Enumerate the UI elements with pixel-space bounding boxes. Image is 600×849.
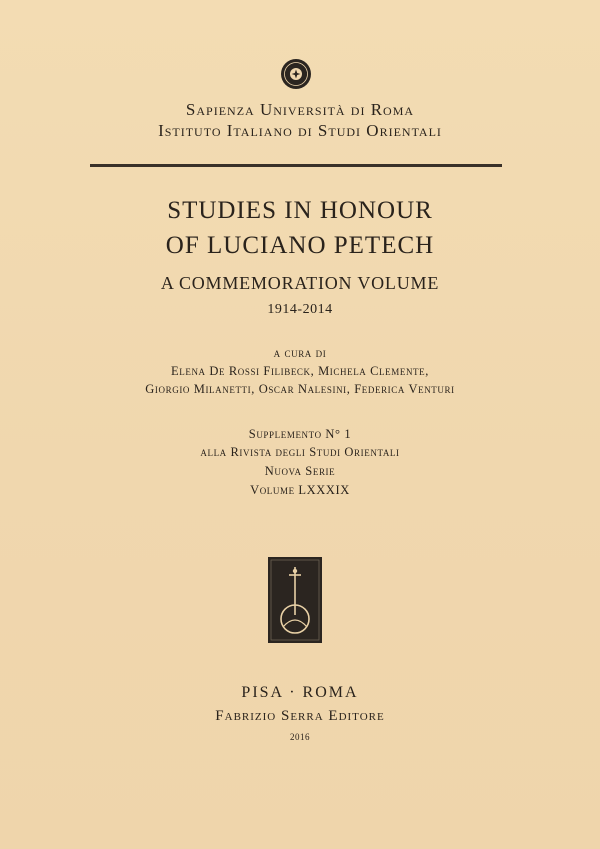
editors-line-2: Giorgio Milanetti, Oscar Nalesini, Federica Venturi [145,382,455,396]
year-range: 1914-2014 [267,302,333,317]
publisher-emblem-icon [268,557,322,643]
subtitle: A COMMEMORATION VOLUME [160,273,440,293]
supplement-line-3: Nuova Serie [264,464,336,478]
divider-rule [90,164,502,167]
institution-line-2: Istituto Italiano di Studi Orientali [158,121,442,140]
university-seal-icon [280,58,312,90]
imprint-publisher: Fabrizio Serra Editore [215,708,385,724]
supplement-line-4: Volume LXXXIX [250,483,350,497]
imprint-city: PISA · ROMA [241,684,359,701]
editors-label: a cura di [273,346,327,360]
editors-line-1: Elena De Rossi Filibeck, Michela Clemente, [171,364,429,378]
imprint-year: 2016 [290,732,310,742]
supplement-line-1: Supplemento N° 1 [248,427,352,441]
supplement-line-2: alla Rivista degli Studi Orientali [200,445,400,459]
title-line-1: STUDIES IN HONOUR [167,197,433,224]
institution-line-1: Sapienza Università di Roma [185,100,415,119]
title-line-2: OF LUCIANO PETECH [165,232,435,259]
